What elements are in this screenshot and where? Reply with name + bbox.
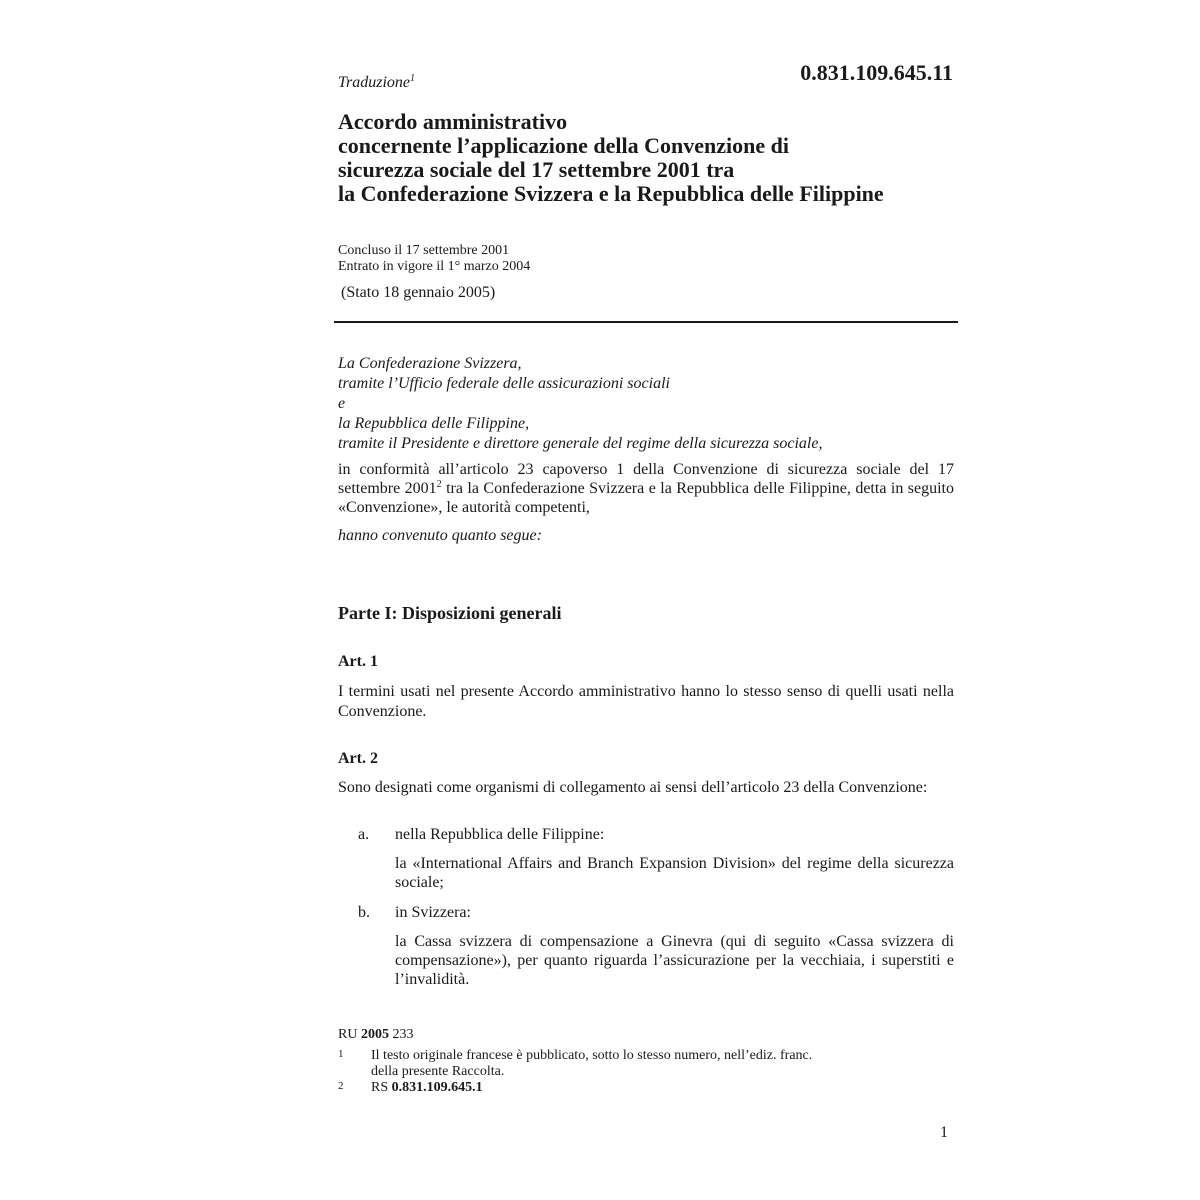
status-date: (Stato 18 gennaio 2005)	[341, 284, 496, 301]
title-line: sicurezza sociale del 17 settembre 2001 tra	[338, 157, 735, 182]
list-item-heading: nella Repubblica delle Filippine:	[395, 826, 605, 843]
in-force-date: Entrato in vigore il 1° marzo 2004	[338, 259, 531, 274]
preamble-body-part1: in conformità all’articolo 23 capoverso 1 della Convenzione di sicurezza sociale del 17 settembre 2001	[338, 461, 954, 497]
article-1-text: I termini usati nel presente Accordo amministrativo hanno lo stesso senso di quelli usati nella Convenzione.	[338, 683, 954, 720]
preamble-parties	[338, 354, 958, 454]
list-item-heading: in Svizzera:	[395, 904, 471, 921]
footnote-number: 1	[338, 1048, 344, 1060]
preamble-body-part2: tra la Confederazione Svizzera e la Repubblica delle Filippine, detta in seguito «Convenzione», le autorità competenti,	[338, 480, 954, 516]
document-title	[338, 110, 978, 206]
party-2: la Repubblica delle Filippine,	[338, 415, 530, 432]
conjunction: e	[338, 395, 346, 412]
concluded-date: Concluso il 17 settembre 2001	[338, 243, 510, 258]
page-number: 1	[940, 1124, 948, 1141]
footnote-ref-2[interactable]: 2	[436, 479, 442, 490]
title-line: la Confederazione Svizzera e la Repubblica delle Filippine	[338, 181, 884, 206]
footnote-number: 2	[338, 1080, 344, 1092]
list-item-description: la Cassa svizzera di compensazione a Ginevra (qui di seguito «Cassa svizzera di compensazione»), per quanto riguarda l’assicurazione per la vecchiaia, i superstiti e l’invalidità.	[395, 933, 954, 988]
preamble-body	[338, 460, 954, 517]
ru-year: 2005	[360, 1027, 389, 1042]
party-2-via: tramite il Presidente e direttore generale del regime della sicurezza sociale,	[338, 435, 823, 452]
article-1-heading: Art. 1	[338, 653, 378, 670]
list-item-label: a.	[358, 826, 370, 843]
translation-label-text: Traduzione	[338, 74, 411, 91]
footnote-text	[371, 1048, 931, 1080]
footnote-line: Il testo originale francese è pubblicato, sotto lo stesso numero, nell’ediz. franc.	[371, 1048, 813, 1063]
system-number: 0.831.109.645.11	[800, 60, 953, 85]
agreed-clause: hanno convenuto quanto segue:	[338, 527, 542, 544]
ru-prefix: RU	[338, 1027, 358, 1042]
list-item-description: la «International Affairs and Branch Expansion Division» del regime della sicurezza sociale;	[395, 855, 954, 891]
translation-label	[338, 74, 415, 92]
header-divider	[334, 321, 958, 323]
party-1: La Confederazione Svizzera,	[338, 355, 522, 372]
title-line: Accordo amministrativo	[338, 109, 568, 134]
footnote-ref-1[interactable]: 1	[410, 73, 416, 84]
footnote-text	[371, 1080, 931, 1096]
official-compilation-ref	[338, 1027, 413, 1043]
footnote-prefix: RS	[371, 1080, 389, 1095]
list-item-label: b.	[358, 904, 370, 921]
article-2-heading: Art. 2	[338, 750, 378, 767]
document-meta	[338, 243, 530, 275]
part-heading: Parte I: Disposizioni generali	[338, 603, 562, 623]
party-1-via: tramite l’Ufficio federale delle assicurazioni sociali	[338, 375, 670, 392]
footnote-reference[interactable]: 0.831.109.645.1	[391, 1080, 483, 1095]
title-line: concernente l’applicazione della Convenzione di	[338, 133, 789, 158]
footnote-line: della presente Raccolta.	[371, 1064, 505, 1079]
article-2-intro: Sono designati come organismi di collegamento ai sensi dell’articolo 23 della Convenzione:	[338, 779, 928, 796]
ru-page: 233	[392, 1027, 414, 1042]
